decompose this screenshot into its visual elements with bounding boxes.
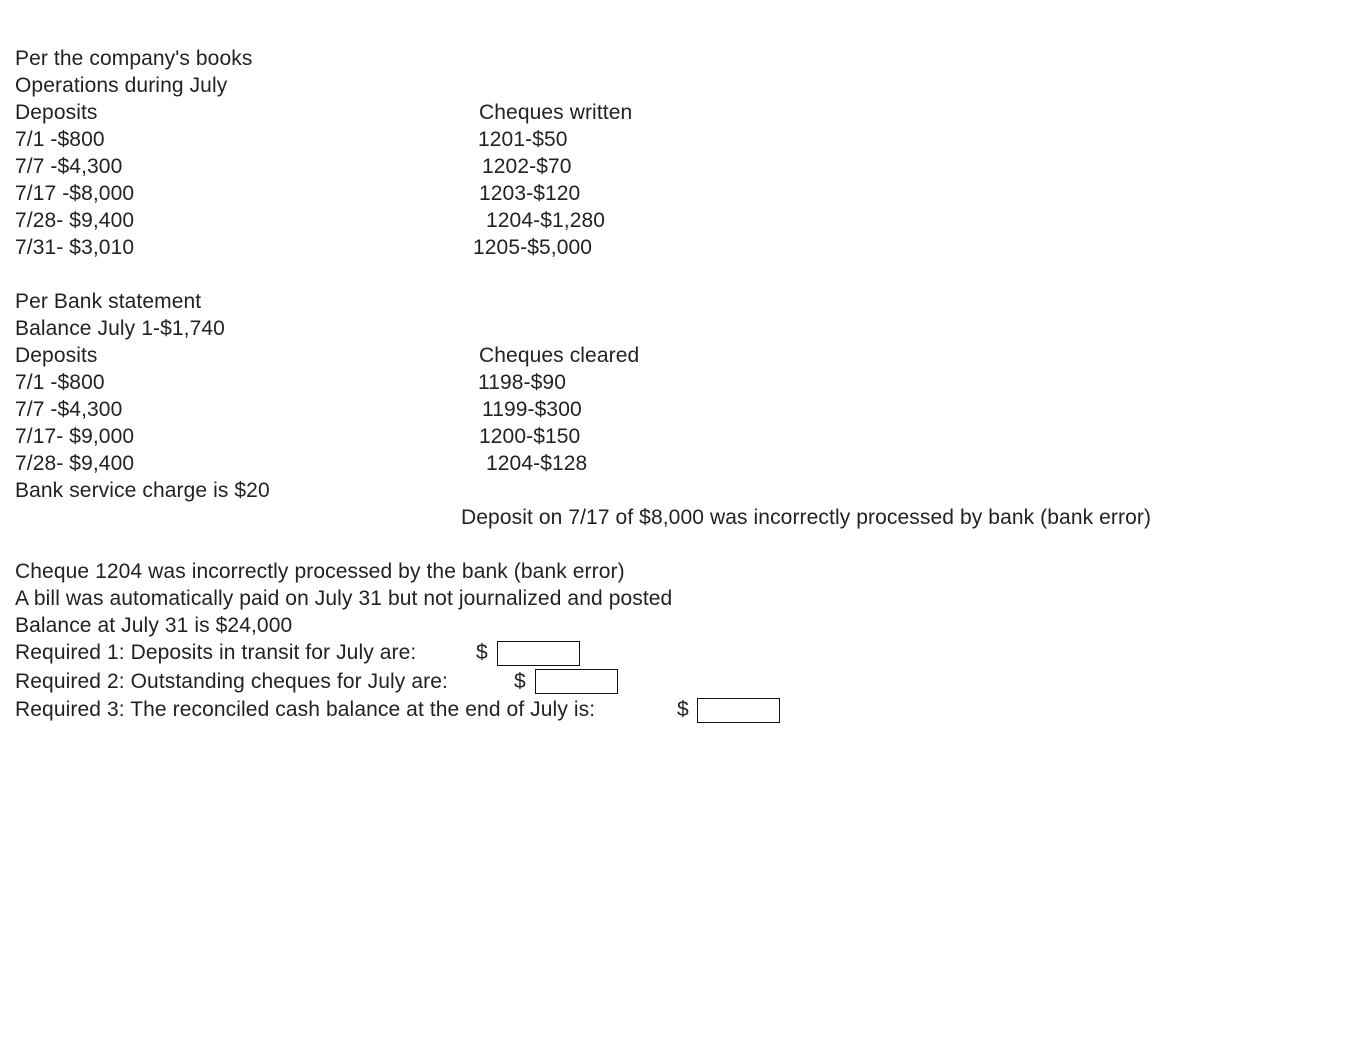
books-cheque-item: 1205-$5,000 — [473, 236, 593, 259]
books-cheques-label: Cheques written — [479, 101, 633, 124]
bank-cheque-item: 1200-$150 — [479, 425, 581, 448]
required-3-currency: $ — [677, 698, 689, 721]
books-deposit-item: 7/28- $9,400 — [15, 209, 135, 232]
books-deposit-item: 7/1 -$800 — [15, 128, 105, 151]
books-deposits-label: Deposits — [15, 101, 98, 124]
bank-service-charge: Bank service charge is $20 — [15, 479, 270, 502]
books-deposit-item: 7/17 -$8,000 — [15, 182, 135, 205]
bank-title: Per Bank statement — [15, 290, 202, 313]
note-balance: Balance at July 31 is $24,000 — [15, 614, 293, 637]
bank-deposit-item: 7/28- $9,400 — [15, 452, 135, 475]
bank-deposit-item: 7/17- $9,000 — [15, 425, 135, 448]
bank-deposit-item: 7/7 -$4,300 — [15, 398, 123, 421]
books-deposit-item: 7/7 -$4,300 — [15, 155, 123, 178]
bank-deposits-label: Deposits — [15, 344, 98, 367]
required-1-input[interactable] — [497, 641, 580, 666]
required-3-input[interactable] — [697, 698, 780, 723]
bank-balance: Balance July 1-$1,740 — [15, 317, 225, 340]
required-3-label: Required 3: The reconciled cash balance at the end of July is: — [15, 698, 596, 721]
books-cheque-item: 1202-$70 — [482, 155, 572, 178]
bank-deposit-item: 7/1 -$800 — [15, 371, 105, 394]
books-cheque-item: 1204-$1,280 — [486, 209, 606, 232]
required-1-currency: $ — [476, 641, 488, 664]
books-subtitle: Operations during July — [15, 74, 228, 97]
bank-cheque-item: 1198-$90 — [478, 371, 566, 394]
books-deposit-item: 7/31- $3,010 — [15, 236, 135, 259]
bank-cheques-label: Cheques cleared — [479, 344, 640, 367]
books-cheque-item: 1201-$50 — [478, 128, 568, 151]
note-cheque-error: Cheque 1204 was incorrectly processed by the bank (bank error) — [15, 560, 625, 583]
required-2-input[interactable] — [535, 669, 618, 694]
required-1-label: Required 1: Deposits in transit for July are: — [15, 641, 417, 664]
books-title: Per the company's books — [15, 47, 253, 70]
bank-cheque-item: 1204-$128 — [486, 452, 588, 475]
bank-cheque-item: 1199-$300 — [482, 398, 582, 421]
required-2-label: Required 2: Outstanding cheques for July are: — [15, 670, 448, 693]
books-cheque-item: 1203-$120 — [479, 182, 581, 205]
note-auto-bill: A bill was automatically paid on July 31 but not journalized and posted — [15, 587, 673, 610]
note-deposit-error: Deposit on 7/17 of $8,000 was incorrectly processed by bank (bank error) — [461, 506, 1152, 529]
required-2-currency: $ — [514, 670, 526, 693]
